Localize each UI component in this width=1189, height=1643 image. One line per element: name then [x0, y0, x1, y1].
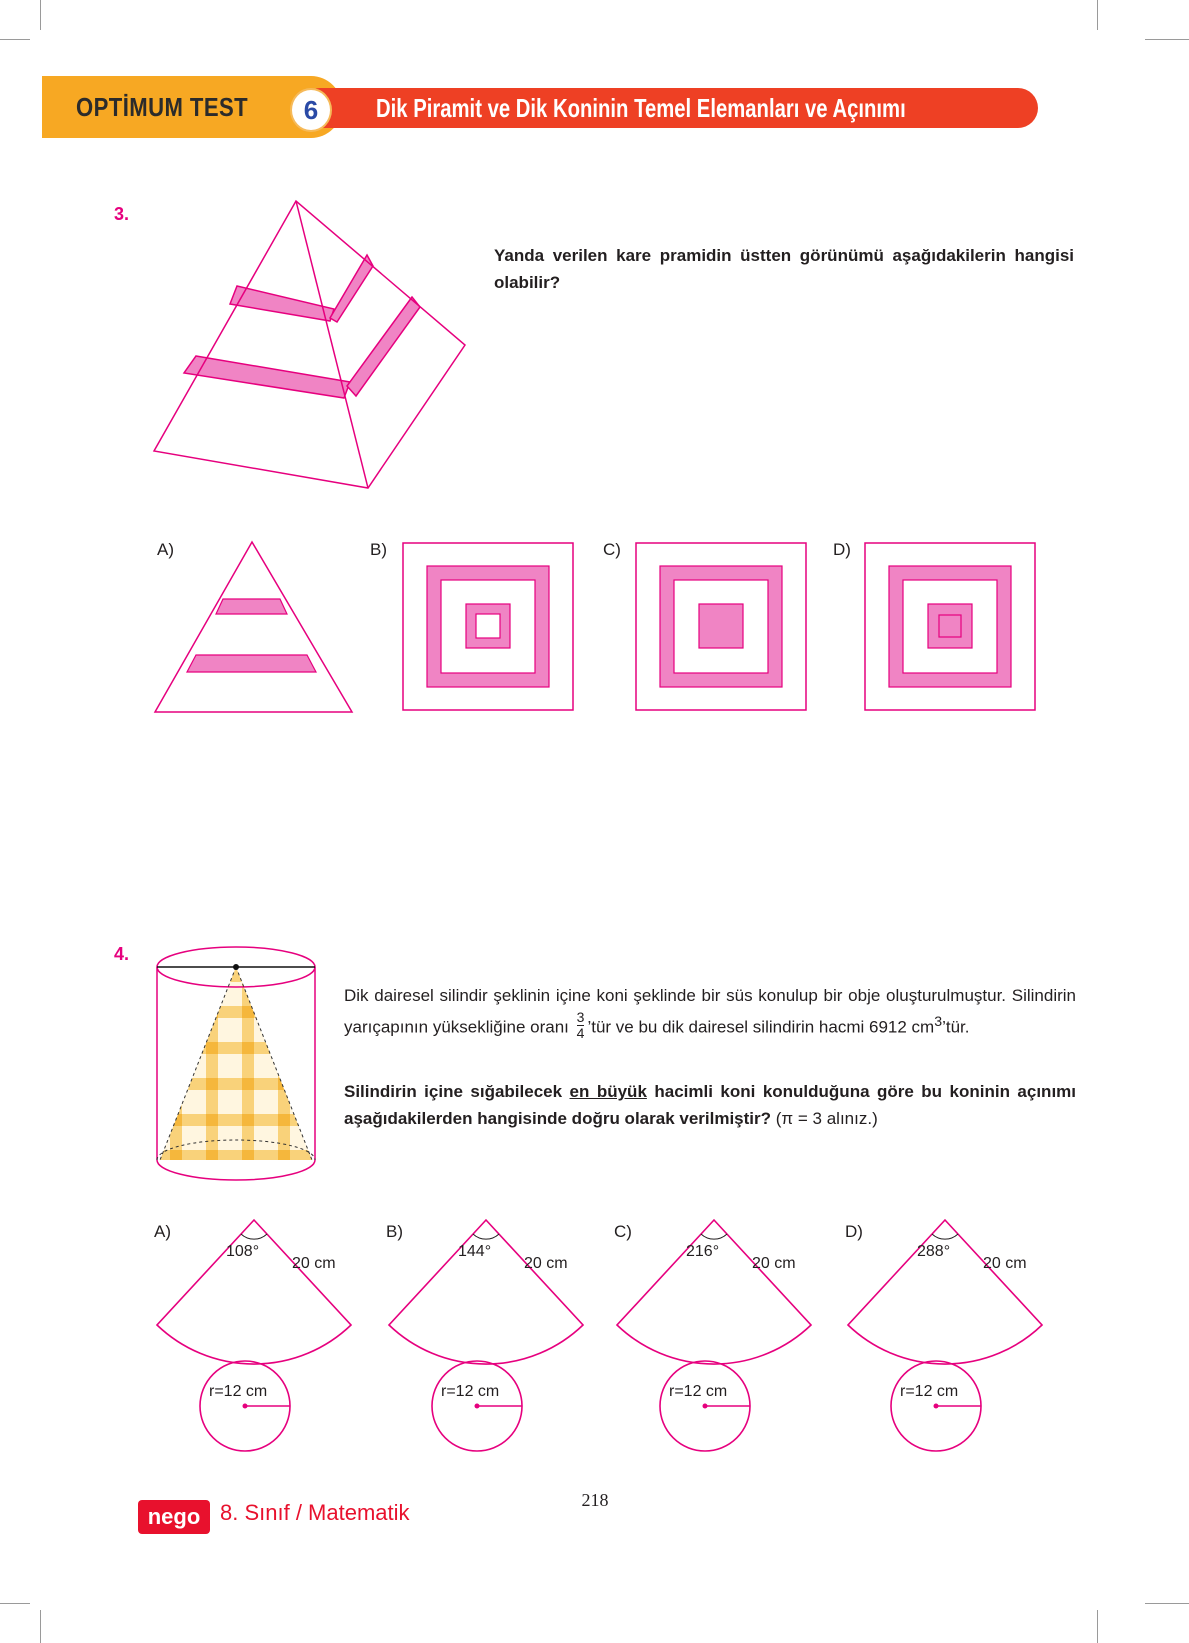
base-radius-label: r=12 cm: [669, 1383, 728, 1400]
test-title: Dik Piramit ve Dik Koninin Temel Elemanları ve Açınımı: [376, 93, 906, 123]
q4-option-b-label[interactable]: B): [386, 1222, 403, 1241]
q4-prompt-emphasis: en büyük: [569, 1082, 647, 1101]
fraction-numerator: 3: [576, 1008, 585, 1025]
sector-angle-label: 108°: [226, 1243, 260, 1260]
q3-option-c-label[interactable]: C): [603, 540, 621, 559]
question-3-text: Yanda verilen kare pramidin üstten görünümü aşağıdakilerin hangisi olabilir?: [494, 246, 1074, 292]
crop-mark: [0, 1603, 30, 1604]
cone-net-sector: [848, 1220, 1042, 1364]
center-dot: [243, 1404, 248, 1409]
q3-option-a-label[interactable]: A): [157, 540, 174, 559]
sector-angle-label: 144°: [458, 1243, 492, 1260]
pi-note: (π = 3 alınız.): [775, 1109, 878, 1128]
question-4-prompt: [344, 1078, 1076, 1132]
q4-option-d-label[interactable]: D): [845, 1222, 863, 1241]
test-number-badge: 6: [290, 88, 332, 132]
q4-text-line2: ’tür ve bu dik dairesel silindirin hacmi 6912 cm: [587, 1017, 935, 1037]
sector-angle-label: 288°: [917, 1243, 951, 1260]
pyramid-edge: [296, 201, 368, 488]
angle-arc: [701, 1234, 727, 1239]
page-number: 218: [581, 1490, 609, 1510]
crop-mark: [1145, 39, 1189, 40]
q4-text-line3: ’tür.: [942, 1017, 970, 1037]
question-4-text: [344, 982, 1076, 1044]
q4-prompt-b: hacimli koni konulduğuna göre bu koninin açınımı aşağıdakilerden hangisinde doğru olarak verilmiştir?: [344, 1082, 1077, 1128]
test-label: OPTİMUM TEST: [76, 92, 249, 122]
ratio-fraction: [577, 1010, 585, 1041]
angle-arc: [241, 1234, 267, 1239]
angle-arc: [473, 1234, 499, 1239]
pyramid-outline: [154, 201, 465, 488]
base-radius-label: r=12 cm: [900, 1383, 959, 1400]
pyramid-band: [330, 255, 373, 322]
q3-option-b-label[interactable]: B): [370, 540, 387, 559]
q3-option-a-triangle[interactable]: [150, 538, 360, 718]
pyramid-band: [347, 297, 420, 396]
crop-mark: [40, 0, 41, 30]
crop-mark: [0, 39, 30, 40]
pyramid-figure: [140, 190, 460, 490]
cone-net-sector: [617, 1220, 811, 1364]
q3-option-c-squares[interactable]: [633, 540, 813, 715]
pyramid-band: [184, 356, 350, 398]
cone-net-sector: [389, 1220, 583, 1364]
center-dot: [934, 1404, 939, 1409]
publisher-logo: nego: [138, 1500, 210, 1534]
base-radius-label: r=12 cm: [441, 1383, 500, 1400]
cube-exponent: 3: [934, 1014, 943, 1030]
cone-net-sector: [157, 1220, 351, 1364]
crop-mark: [1145, 1603, 1189, 1604]
q4-option-c-label[interactable]: C): [614, 1222, 632, 1241]
q4-option-a-label[interactable]: A): [154, 1222, 171, 1241]
q3-option-d-label[interactable]: D): [833, 540, 851, 559]
slant-height-label: 20 cm: [983, 1255, 1027, 1272]
slant-height-label: 20 cm: [292, 1255, 336, 1272]
slant-height-label: 20 cm: [752, 1255, 796, 1272]
slant-height-label: 20 cm: [524, 1255, 568, 1272]
cylinder-cone-figure: [150, 945, 320, 1195]
q4-text-line1: Dik dairesel silindir şeklinin içine koni şeklinde bir süs konulup bir obje oluşturulmuştur. Silindirin yarıçapının yüksekliğine oranı: [344, 986, 1076, 1037]
center-dot: [703, 1404, 708, 1409]
angle-arc: [932, 1234, 958, 1239]
fraction-denominator: 4: [576, 1024, 585, 1041]
base-radius-label: r=12 cm: [209, 1383, 268, 1400]
q3-option-d-squares[interactable]: [862, 540, 1042, 715]
q3-option-b-squares[interactable]: [400, 540, 580, 715]
question-4-number: 4.: [114, 944, 130, 964]
crop-mark: [1097, 1610, 1098, 1643]
center-dot: [475, 1404, 480, 1409]
footer-subject: 8. Sınıf / Matematik: [220, 1500, 410, 1525]
question-3-number: 3.: [114, 204, 130, 224]
q4-prompt-a: Silindirin içine sığabilecek: [344, 1082, 570, 1101]
crop-mark: [1097, 0, 1098, 30]
crop-mark: [40, 1610, 41, 1643]
sector-angle-label: 216°: [686, 1243, 720, 1260]
